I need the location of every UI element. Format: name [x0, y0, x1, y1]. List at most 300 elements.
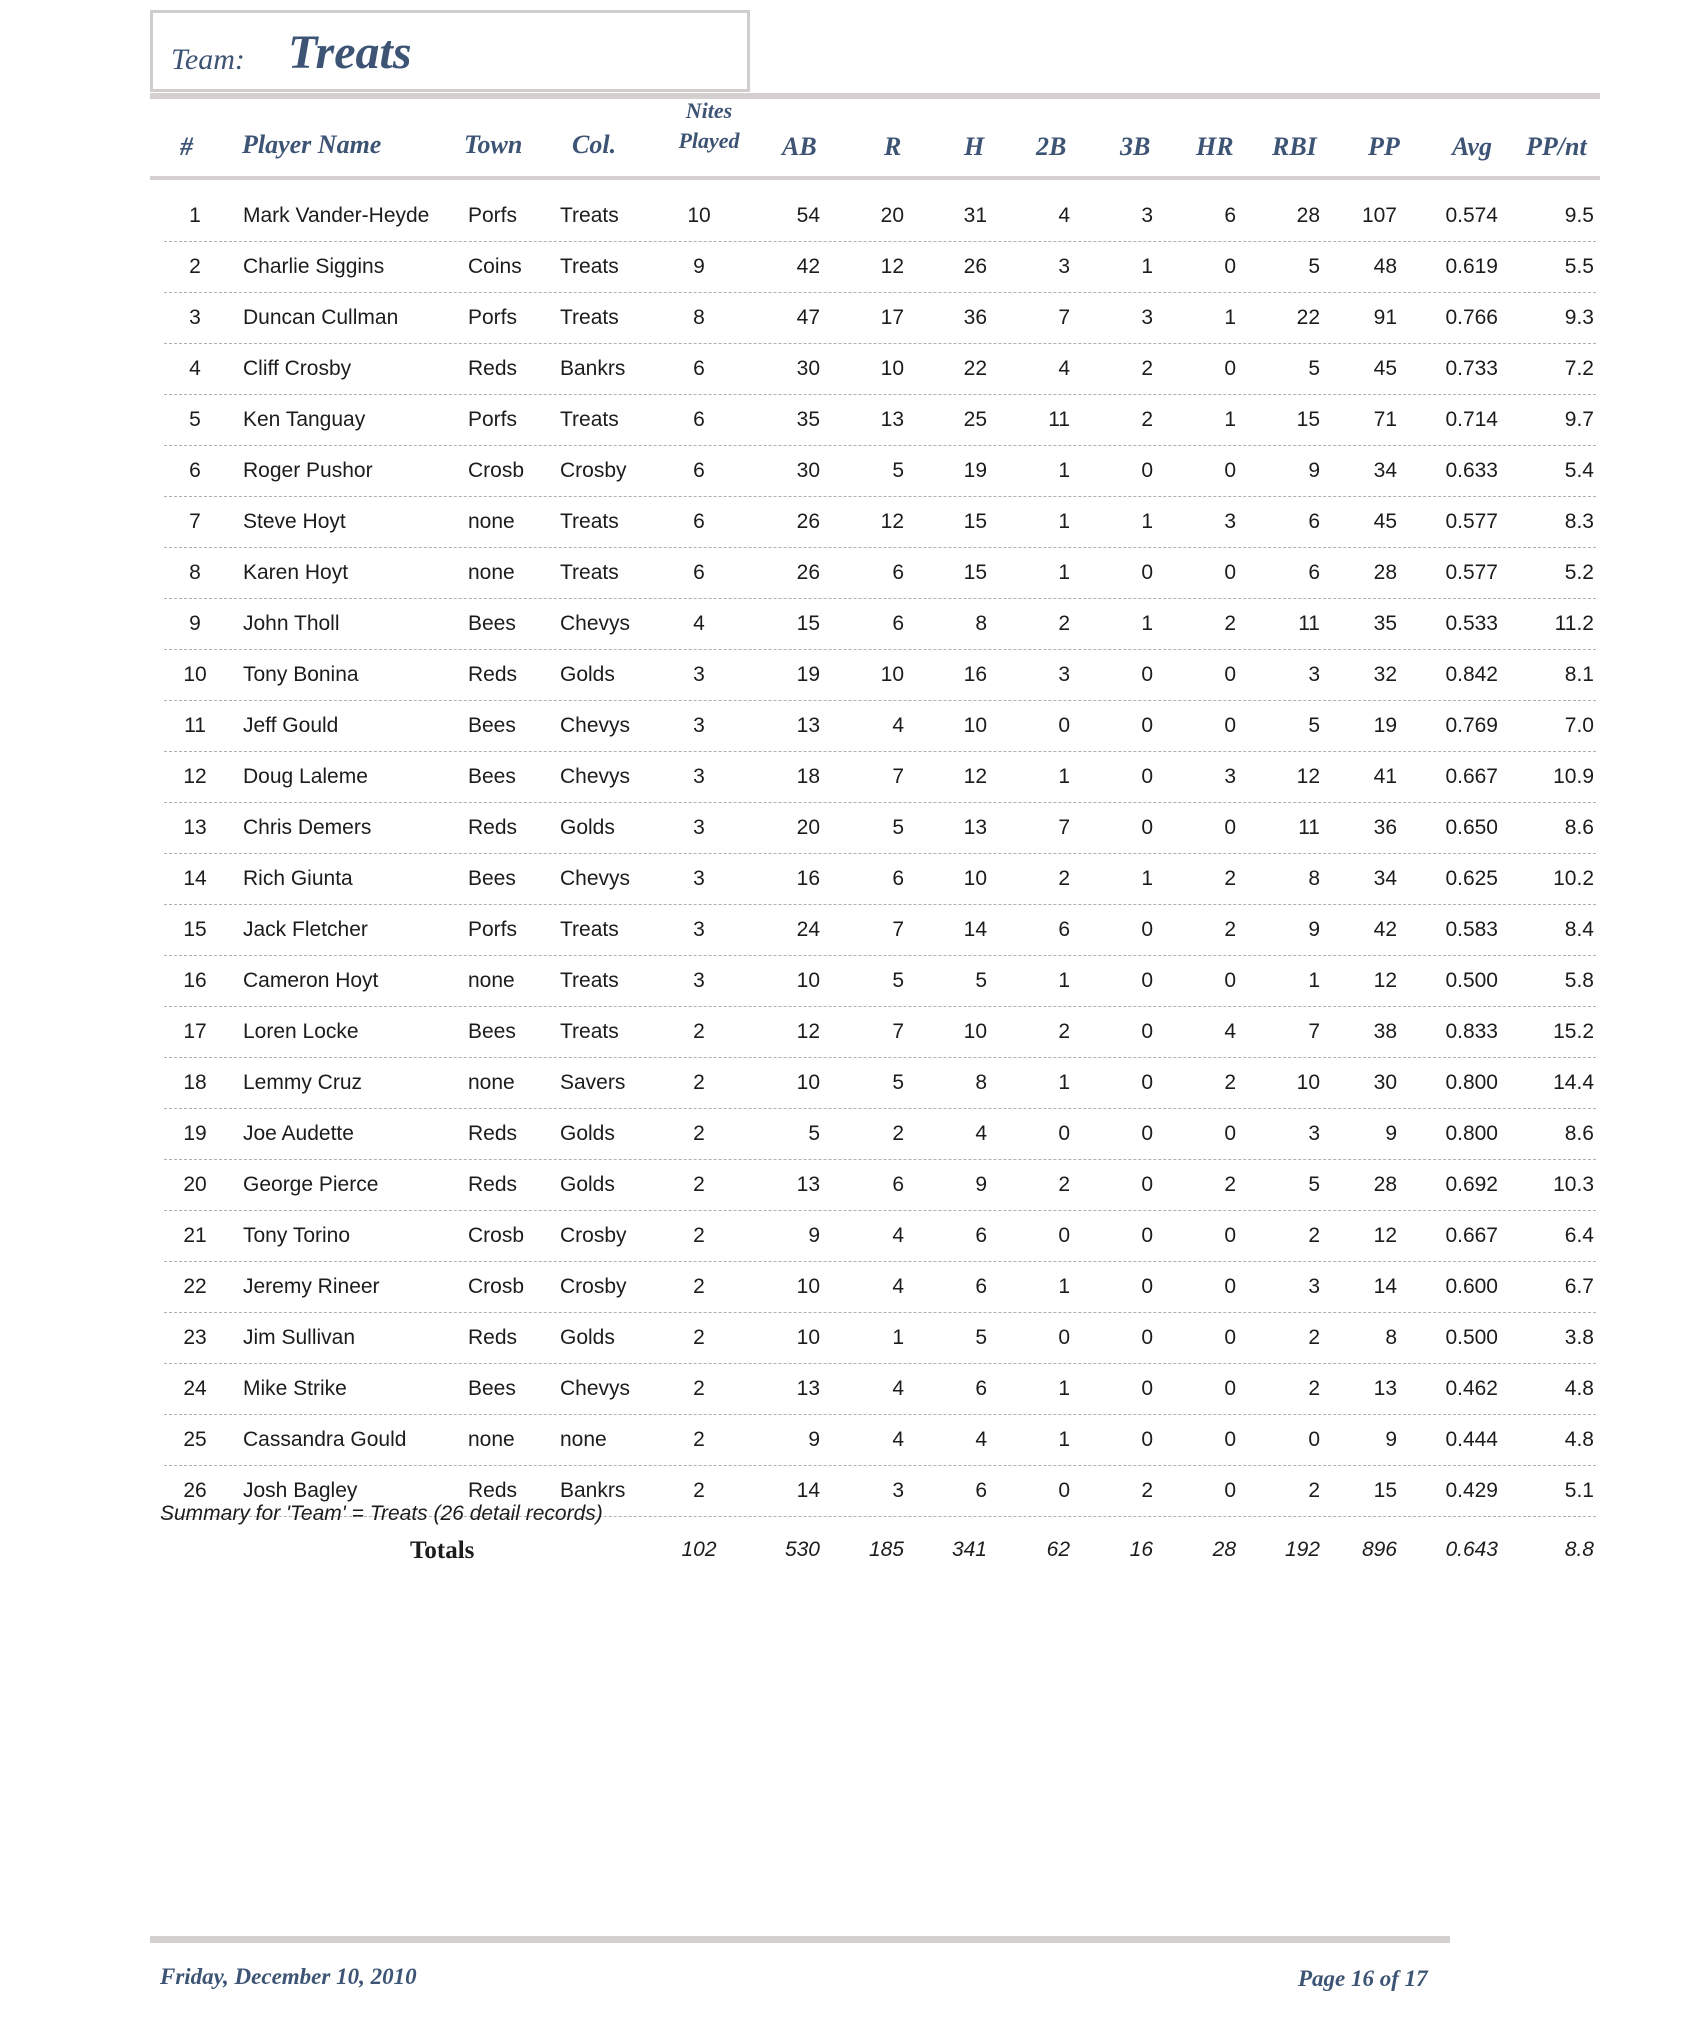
cell-hr: 0	[1224, 1377, 1236, 1400]
cell-pp-per-nite: 11.2	[1554, 612, 1594, 635]
cell-pp-per-nite: 14.4	[1553, 1071, 1594, 1094]
table-row	[164, 497, 1596, 548]
cell-avg: 0.800	[1445, 1122, 1498, 1145]
cell-pp: 45	[1373, 357, 1397, 380]
cell-player-name: Jeff Gould	[243, 714, 339, 737]
cell-town: Porfs	[468, 306, 518, 329]
cell-nites-played: 6	[693, 459, 705, 482]
table-row	[164, 1160, 1596, 1211]
cell-col: Chevys	[560, 714, 631, 737]
table-row	[164, 701, 1596, 752]
cell-3b: 0	[1141, 714, 1153, 737]
cell-avg: 0.692	[1445, 1173, 1498, 1196]
cell-h: 9	[975, 1173, 987, 1196]
total-h: 341	[951, 1538, 987, 1561]
col-header-pp-per-nite: PP/nt	[1526, 132, 1587, 161]
cell-r: 3	[892, 1479, 904, 1502]
cell-hr: 0	[1224, 1275, 1236, 1298]
cell-hr: 1	[1224, 306, 1236, 329]
cell-nites-played: 3	[693, 867, 705, 890]
cell-rbi: 2	[1308, 1326, 1320, 1349]
cell-pp: 48	[1373, 255, 1397, 278]
cell-r: 7	[892, 765, 904, 788]
cell-ab: 10	[796, 1071, 820, 1094]
col-header-player-name: Player Name	[242, 130, 382, 159]
cell-row-number: 26	[183, 1479, 207, 1502]
cell-player-name: Tony Bonina	[243, 663, 359, 686]
cell-nites-played: 2	[693, 1173, 705, 1196]
total-nites-played: 102	[681, 1538, 717, 1561]
footer-rule	[150, 1936, 1450, 1943]
cell-town: none	[468, 1071, 515, 1094]
cell-3b: 0	[1141, 1224, 1153, 1247]
cell-avg: 0.733	[1445, 357, 1498, 380]
cell-row-number: 15	[183, 918, 207, 941]
cell-2b: 1	[1058, 1377, 1070, 1400]
cell-pp-per-nite: 5.1	[1564, 1479, 1594, 1502]
col-header-r: R	[884, 132, 902, 161]
cell-player-name: Jeremy Rineer	[243, 1275, 380, 1298]
cell-pp: 12	[1373, 969, 1397, 992]
cell-town: none	[468, 969, 515, 992]
cell-town: Reds	[468, 1326, 518, 1349]
cell-h: 36	[963, 306, 987, 329]
cell-player-name: Roger Pushor	[243, 459, 373, 482]
cell-ab: 24	[796, 918, 820, 941]
cell-col: Treats	[560, 204, 619, 227]
cell-pp: 32	[1373, 663, 1397, 686]
cell-col: Savers	[560, 1071, 626, 1094]
cell-row-number: 17	[183, 1020, 207, 1043]
cell-3b: 0	[1141, 1326, 1153, 1349]
cell-col: Treats	[560, 561, 619, 584]
cell-h: 6	[975, 1377, 987, 1400]
cell-pp: 12	[1373, 1224, 1397, 1247]
cell-2b: 1	[1058, 510, 1070, 533]
cell-nites-played: 8	[693, 306, 705, 329]
cell-3b: 0	[1141, 1173, 1153, 1196]
cell-pp: 34	[1373, 459, 1397, 482]
cell-ab: 13	[796, 1173, 820, 1196]
cell-pp: 13	[1373, 1377, 1397, 1400]
cell-2b: 1	[1058, 459, 1070, 482]
cell-h: 15	[963, 510, 987, 533]
cell-hr: 0	[1224, 714, 1236, 737]
column-header-row	[0, 92, 1700, 182]
cell-hr: 0	[1224, 255, 1236, 278]
cell-rbi: 1	[1308, 969, 1320, 992]
cell-row-number: 6	[189, 459, 201, 482]
cell-2b: 4	[1058, 204, 1070, 227]
cell-avg: 0.619	[1445, 255, 1498, 278]
cell-2b: 7	[1058, 306, 1070, 329]
cell-row-number: 5	[189, 408, 201, 431]
cell-2b: 2	[1058, 867, 1070, 890]
cell-nites-played: 2	[693, 1428, 705, 1451]
cell-rbi: 7	[1308, 1020, 1320, 1043]
cell-town: Reds	[468, 816, 518, 839]
cell-ab: 54	[796, 204, 820, 227]
cell-town: Crosb	[468, 1224, 525, 1247]
table-row	[164, 1058, 1596, 1109]
table-row	[164, 1313, 1596, 1364]
cell-3b: 0	[1141, 969, 1153, 992]
cell-2b: 1	[1058, 969, 1070, 992]
cell-player-name: Joe Audette	[243, 1122, 354, 1145]
cell-avg: 0.667	[1445, 1224, 1498, 1247]
cell-2b: 6	[1058, 918, 1070, 941]
cell-hr: 6	[1224, 204, 1236, 227]
total-pp: 896	[1361, 1538, 1397, 1561]
table-row	[164, 293, 1596, 344]
cell-nites-played: 4	[693, 612, 705, 635]
cell-town: Porfs	[468, 204, 518, 227]
cell-pp-per-nite: 8.3	[1564, 510, 1594, 533]
cell-col: Treats	[560, 918, 619, 941]
cell-pp-per-nite: 7.2	[1564, 357, 1594, 380]
cell-avg: 0.574	[1445, 204, 1498, 227]
cell-row-number: 14	[183, 867, 207, 890]
cell-3b: 0	[1141, 663, 1153, 686]
team-label: Team:	[171, 43, 245, 76]
cell-h: 31	[963, 204, 987, 227]
cell-pp-per-nite: 8.6	[1564, 816, 1594, 839]
table-row	[164, 242, 1596, 293]
cell-nites-played: 2	[693, 1122, 705, 1145]
cell-3b: 3	[1141, 306, 1153, 329]
cell-nites-played: 2	[693, 1071, 705, 1094]
cell-town: none	[468, 510, 515, 533]
cell-pp-per-nite: 4.8	[1564, 1428, 1594, 1451]
cell-town: Reds	[468, 663, 518, 686]
cell-ab: 14	[796, 1479, 820, 1502]
cell-row-number: 16	[183, 969, 207, 992]
cell-2b: 3	[1058, 663, 1070, 686]
cell-h: 8	[975, 612, 987, 635]
cell-r: 13	[880, 408, 904, 431]
table-row	[164, 446, 1596, 497]
cell-row-number: 23	[183, 1326, 207, 1349]
cell-rbi: 0	[1308, 1428, 1320, 1451]
cell-hr: 3	[1224, 765, 1236, 788]
cell-row-number: 22	[183, 1275, 207, 1298]
totals-label: Totals	[410, 1537, 475, 1564]
cell-col: Golds	[560, 1326, 615, 1349]
cell-row-number: 4	[189, 357, 201, 380]
col-header-col: Col.	[572, 130, 617, 159]
total-rbi: 192	[1284, 1538, 1320, 1561]
cell-ab: 9	[808, 1224, 820, 1247]
cell-r: 10	[880, 357, 904, 380]
col-header-pp: PP	[1368, 132, 1400, 161]
cell-player-name: Cameron Hoyt	[243, 969, 379, 992]
cell-h: 10	[963, 714, 987, 737]
cell-ab: 30	[796, 357, 820, 380]
cell-hr: 0	[1224, 1326, 1236, 1349]
cell-nites-played: 2	[693, 1377, 705, 1400]
table-row	[164, 1415, 1596, 1466]
cell-row-number: 21	[183, 1224, 207, 1247]
cell-r: 20	[880, 204, 904, 227]
cell-town: Reds	[468, 357, 518, 380]
total-3b: 16	[1129, 1538, 1153, 1561]
cell-row-number: 2	[189, 255, 201, 278]
cell-pp: 15	[1373, 1479, 1397, 1502]
cell-2b: 2	[1058, 1173, 1070, 1196]
cell-col: Crosby	[560, 459, 627, 482]
cell-pp-per-nite: 8.1	[1564, 663, 1594, 686]
cell-col: Chevys	[560, 612, 631, 635]
col-header-rbi: RBI	[1272, 132, 1317, 161]
cell-ab: 9	[808, 1428, 820, 1451]
cell-hr: 0	[1224, 1224, 1236, 1247]
cell-town: Bees	[468, 765, 516, 788]
cell-col: Bankrs	[560, 1479, 626, 1502]
cell-ab: 12	[796, 1020, 820, 1043]
table-row	[164, 1007, 1596, 1058]
cell-pp-per-nite: 9.3	[1564, 306, 1594, 329]
cell-ab: 19	[796, 663, 820, 686]
cell-ab: 35	[796, 408, 820, 431]
cell-ab: 16	[796, 867, 820, 890]
cell-r: 5	[892, 816, 904, 839]
cell-nites-played: 3	[693, 918, 705, 941]
cell-player-name: Ken Tanguay	[243, 408, 366, 431]
cell-rbi: 22	[1296, 306, 1320, 329]
cell-rbi: 8	[1308, 867, 1320, 890]
cell-pp: 8	[1385, 1326, 1397, 1349]
cell-hr: 0	[1224, 816, 1236, 839]
cell-nites-played: 3	[693, 714, 705, 737]
cell-pp-per-nite: 10.9	[1553, 765, 1594, 788]
table-row	[164, 344, 1596, 395]
cell-pp-per-nite: 7.0	[1564, 714, 1594, 737]
cell-ab: 30	[796, 459, 820, 482]
cell-pp-per-nite: 8.6	[1564, 1122, 1594, 1145]
cell-2b: 0	[1058, 1122, 1070, 1145]
cell-3b: 2	[1141, 357, 1153, 380]
cell-r: 4	[892, 1428, 904, 1451]
cell-hr: 0	[1224, 1479, 1236, 1502]
cell-col: Golds	[560, 1122, 615, 1145]
cell-avg: 0.577	[1445, 561, 1498, 584]
cell-r: 6	[892, 612, 904, 635]
table-row	[164, 1109, 1596, 1160]
cell-col: Treats	[560, 969, 619, 992]
col-header-3b: 3B	[1120, 132, 1151, 161]
cell-row-number: 25	[183, 1428, 207, 1451]
cell-player-name: Lemmy Cruz	[243, 1071, 363, 1094]
cell-ab: 10	[796, 1326, 820, 1349]
cell-town: none	[468, 561, 515, 584]
cell-r: 6	[892, 867, 904, 890]
cell-rbi: 5	[1308, 357, 1320, 380]
cell-2b: 7	[1058, 816, 1070, 839]
cell-2b: 1	[1058, 561, 1070, 584]
cell-2b: 3	[1058, 255, 1070, 278]
cell-ab: 26	[796, 510, 820, 533]
cell-nites-played: 6	[693, 357, 705, 380]
cell-player-name: Tony Torino	[243, 1224, 351, 1247]
cell-r: 5	[892, 969, 904, 992]
cell-rbi: 3	[1308, 663, 1320, 686]
cell-avg: 0.633	[1445, 459, 1498, 482]
cell-2b: 2	[1058, 612, 1070, 635]
cell-col: none	[560, 1428, 607, 1451]
cell-col: Chevys	[560, 1377, 631, 1400]
cell-avg: 0.500	[1445, 1326, 1498, 1349]
cell-pp-per-nite: 5.8	[1564, 969, 1594, 992]
cell-3b: 1	[1141, 510, 1153, 533]
cell-r: 4	[892, 714, 904, 737]
total-pp-per-nite: 8.8	[1564, 1538, 1594, 1561]
cell-town: Reds	[468, 1122, 518, 1145]
cell-rbi: 9	[1308, 918, 1320, 941]
cell-h: 10	[963, 1020, 987, 1043]
cell-ab: 10	[796, 969, 820, 992]
cell-nites-played: 9	[693, 255, 705, 278]
cell-row-number: 19	[183, 1122, 207, 1145]
cell-avg: 0.500	[1445, 969, 1498, 992]
col-header-ab: AB	[782, 132, 817, 161]
cell-3b: 2	[1141, 1479, 1153, 1502]
cell-nites-played: 10	[687, 204, 711, 227]
summary-text: Summary for 'Team' = Treats (26 detail records)	[160, 1502, 603, 1525]
cell-hr: 2	[1224, 918, 1236, 941]
cell-pp: 35	[1373, 612, 1397, 635]
cell-hr: 0	[1224, 969, 1236, 992]
total-hr: 28	[1212, 1538, 1236, 1561]
table-row	[164, 1364, 1596, 1415]
header-bottom-rule	[150, 176, 1600, 180]
cell-rbi: 10	[1296, 1071, 1320, 1094]
cell-rbi: 2	[1308, 1377, 1320, 1400]
cell-nites-played: 3	[693, 816, 705, 839]
cell-col: Chevys	[560, 867, 631, 890]
cell-hr: 2	[1224, 1071, 1236, 1094]
table-row	[164, 854, 1596, 905]
cell-town: Bees	[468, 867, 516, 890]
cell-hr: 3	[1224, 510, 1236, 533]
cell-row-number: 8	[189, 561, 201, 584]
cell-rbi: 15	[1296, 408, 1320, 431]
cell-r: 7	[892, 918, 904, 941]
cell-pp-per-nite: 10.2	[1553, 867, 1594, 890]
cell-player-name: Mike Strike	[243, 1377, 347, 1400]
table-row	[164, 548, 1596, 599]
cell-rbi: 2	[1308, 1479, 1320, 1502]
team-name: Treats	[288, 26, 412, 79]
cell-rbi: 3	[1308, 1122, 1320, 1145]
cell-ab: 13	[796, 1377, 820, 1400]
cell-3b: 0	[1141, 1275, 1153, 1298]
cell-hr: 0	[1224, 357, 1236, 380]
cell-h: 6	[975, 1224, 987, 1247]
cell-town: Bees	[468, 612, 516, 635]
cell-r: 12	[880, 255, 904, 278]
cell-player-name: Loren Locke	[243, 1020, 359, 1043]
cell-rbi: 2	[1308, 1224, 1320, 1247]
cell-3b: 0	[1141, 1122, 1153, 1145]
cell-2b: 0	[1058, 714, 1070, 737]
cell-3b: 3	[1141, 204, 1153, 227]
cell-player-name: Duncan Cullman	[243, 306, 399, 329]
cell-hr: 0	[1224, 1122, 1236, 1145]
cell-rbi: 11	[1298, 612, 1320, 635]
cell-h: 6	[975, 1275, 987, 1298]
table-row	[164, 191, 1596, 242]
cell-ab: 15	[796, 612, 820, 635]
cell-col: Treats	[560, 1020, 619, 1043]
cell-rbi: 3	[1308, 1275, 1320, 1298]
table-row	[164, 395, 1596, 446]
cell-rbi: 12	[1296, 765, 1320, 788]
cell-row-number: 20	[183, 1173, 207, 1196]
cell-2b: 1	[1058, 1428, 1070, 1451]
cell-nites-played: 2	[693, 1326, 705, 1349]
cell-nites-played: 6	[693, 408, 705, 431]
col-header-avg: Avg	[1452, 132, 1492, 161]
cell-rbi: 5	[1308, 255, 1320, 278]
cell-town: Porfs	[468, 918, 518, 941]
cell-h: 6	[975, 1479, 987, 1502]
table-row	[164, 752, 1596, 803]
total-2b: 62	[1046, 1538, 1070, 1561]
cell-pp: 14	[1373, 1275, 1397, 1298]
cell-player-name: Rich Giunta	[243, 867, 353, 890]
cell-rbi: 9	[1308, 459, 1320, 482]
cell-ab: 13	[796, 714, 820, 737]
cell-pp-per-nite: 9.5	[1564, 204, 1594, 227]
cell-rbi: 6	[1308, 510, 1320, 533]
cell-h: 4	[975, 1122, 987, 1145]
col-header-num: #	[180, 132, 193, 161]
cell-player-name: Josh Bagley	[243, 1479, 358, 1502]
cell-row-number: 1	[189, 204, 201, 227]
cell-pp-per-nite: 6.7	[1564, 1275, 1594, 1298]
cell-h: 5	[975, 969, 987, 992]
cell-h: 22	[963, 357, 987, 380]
cell-h: 16	[963, 663, 987, 686]
cell-pp: 36	[1373, 816, 1397, 839]
cell-row-number: 24	[183, 1377, 207, 1400]
table-row	[164, 1211, 1596, 1262]
cell-nites-played: 2	[693, 1020, 705, 1043]
cell-h: 26	[963, 255, 987, 278]
cell-avg: 0.800	[1445, 1071, 1498, 1094]
col-header-nites-line1: Nites	[685, 98, 733, 123]
cell-rbi: 5	[1308, 1173, 1320, 1196]
cell-col: Golds	[560, 1173, 615, 1196]
cell-avg: 0.429	[1445, 1479, 1498, 1502]
cell-nites-played: 6	[693, 510, 705, 533]
cell-col: Crosby	[560, 1275, 627, 1298]
cell-pp-per-nite: 10.3	[1553, 1173, 1594, 1196]
cell-avg: 0.625	[1445, 867, 1498, 890]
cell-row-number: 3	[189, 306, 201, 329]
table-row	[164, 956, 1596, 1007]
cell-h: 13	[963, 816, 987, 839]
cell-pp-per-nite: 8.4	[1564, 918, 1594, 941]
cell-row-number: 11	[184, 714, 206, 737]
cell-pp: 30	[1373, 1071, 1397, 1094]
cell-r: 10	[880, 663, 904, 686]
table-row	[164, 803, 1596, 854]
cell-pp-per-nite: 5.4	[1564, 459, 1594, 482]
cell-r: 5	[892, 1071, 904, 1094]
cell-pp: 71	[1373, 408, 1397, 431]
cell-hr: 0	[1224, 1428, 1236, 1451]
